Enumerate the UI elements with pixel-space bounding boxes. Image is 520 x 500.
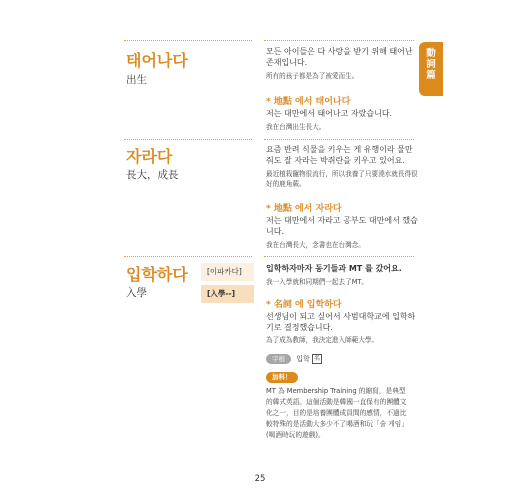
hanja-root-word: 입학 (296, 355, 310, 363)
usage-pattern: * 地點 에서 자라다 (266, 204, 342, 214)
entry-word: 태어나다 (126, 51, 188, 70)
entry-word: 자라다 (126, 147, 173, 166)
example-chinese: 所有的孩子都是為了被愛而生。 (266, 72, 359, 80)
usage-pattern: * 名詞 에 입학하다 (266, 300, 342, 310)
divider (264, 139, 414, 140)
usage-korean: 선생님이 되고 싶어서 사범대학교에 입학하기로 결정했습니다. (266, 312, 416, 332)
entry-meaning: 長大，成長 (126, 169, 179, 181)
pronunciation-hanja: [入學--] (201, 285, 254, 303)
usage-korean: 저는 대만에서 태어나고 자랐습니다. (266, 109, 393, 118)
hanja-root-label: 字根 (266, 354, 291, 364)
example-korean: 입학하자마자 동기들과 MT 를 갔어요. (266, 264, 402, 273)
usage-chinese: 我在台灣長大，念書也在台灣念。 (266, 241, 365, 249)
pronunciation-korean: [이파카다] (201, 263, 254, 281)
usage-chinese: 我在台灣出生長大。 (266, 123, 326, 131)
hanja-root-row (266, 354, 322, 365)
usage-pattern: * 地點 에서 태어나다 (266, 97, 351, 107)
note-text: MT 為 Membership Training 的縮寫，是典型的韓式英語。這個活動是韓國一直保有的團體文化之一，目的是培養團體成員間的感情，不過比較特殊的是活動大多少不了喝酒和玩「술 게임」(喝酒時玩的遊戲)。 (266, 387, 408, 439)
entry-meaning: 入學 (126, 287, 147, 299)
divider (124, 256, 252, 257)
usage-korean: 저는 대만에서 자라고 공부도 대만에서 했습니다. (266, 216, 418, 236)
divider (124, 139, 252, 140)
example-korean: 모든 아이들은 다 사랑을 받기 위해 태어난 존재입니다. (266, 47, 413, 67)
example-chinese: 最近植栽寵物很流行，所以我養了只要澆水就長得很好的鹿角蕨。 (266, 170, 418, 188)
divider (264, 256, 414, 257)
hanja-root-char: 名 (314, 355, 321, 362)
example-korean: 요즘 반려 식물을 키우는 게 유행이라 물만 줘도 잘 자라는 박쥐란을 키우고 있어요. (266, 145, 413, 165)
divider (264, 40, 414, 41)
section-tab-char: 動 (426, 48, 436, 59)
section-tab (419, 42, 443, 96)
page-number: 25 (254, 474, 266, 484)
example-chinese: 我一入學就和同期們一起去了MT。 (266, 278, 369, 286)
entry-meaning: 出生 (126, 74, 147, 86)
usage-chinese: 為了成為教師，我決定進入師範大學。 (266, 336, 379, 344)
entry-word: 입학하다 (126, 265, 188, 284)
section-tab-char: 詞 (426, 59, 436, 70)
divider (124, 40, 252, 41)
section-tab-char: 篇 (426, 70, 436, 81)
note-label: 加料！ (266, 372, 298, 383)
